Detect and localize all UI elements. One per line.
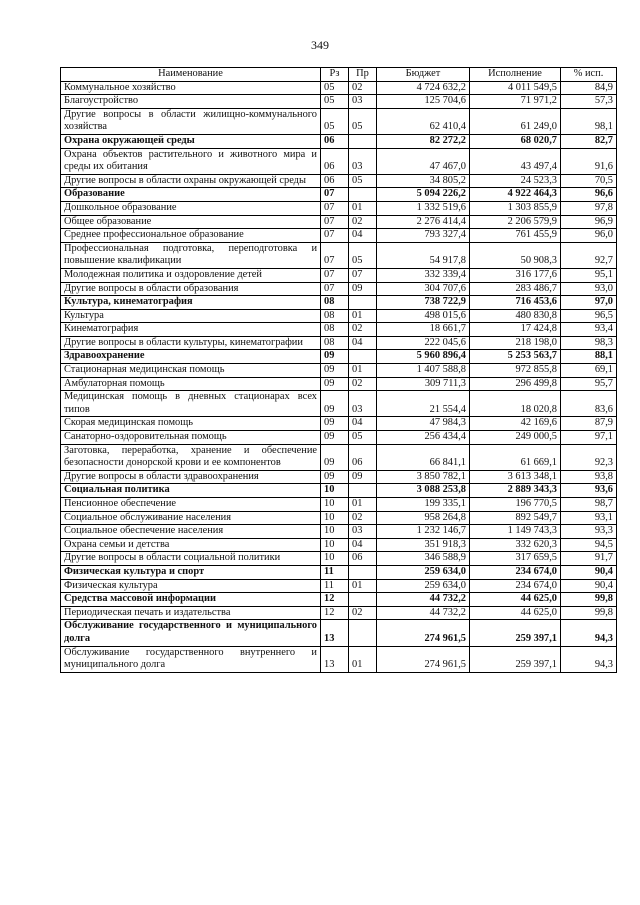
header-name: Наименование — [61, 68, 321, 82]
row-pr: 02 — [349, 511, 377, 525]
row-pct: 70,5 — [561, 174, 617, 188]
row-budget: 332 339,4 — [377, 268, 470, 282]
table-row — [61, 174, 617, 188]
table-row — [61, 323, 617, 337]
row-pr: 01 — [349, 646, 377, 672]
row-name: Кинематография — [61, 323, 321, 337]
row-rz: 08 — [321, 296, 349, 310]
table-row — [61, 511, 617, 525]
table-row-section-total — [61, 484, 617, 498]
row-pr: 01 — [349, 579, 377, 593]
row-name: Физическая культура и спорт — [61, 565, 321, 579]
row-name: Социальная политика — [61, 484, 321, 498]
row-name: Социальное обеспечение населения — [61, 525, 321, 539]
row-rz: 09 — [321, 470, 349, 484]
table-row-section-total — [61, 188, 617, 202]
row-pct: 92,7 — [561, 242, 617, 268]
row-pr: 05 — [349, 431, 377, 445]
row-name: Другие вопросы в области образования — [61, 282, 321, 296]
row-rz: 13 — [321, 646, 349, 672]
table-row — [61, 417, 617, 431]
row-pct: 98,1 — [561, 108, 617, 134]
row-execution: 5 253 563,7 — [470, 350, 561, 364]
row-pr: 02 — [349, 215, 377, 229]
table-row — [61, 215, 617, 229]
row-pr: 02 — [349, 81, 377, 95]
row-name: Медицинская помощь в дневных стационарах всех типов — [61, 391, 321, 417]
row-budget: 66 841,1 — [377, 444, 470, 470]
row-rz: 10 — [321, 498, 349, 512]
row-execution: 316 177,6 — [470, 268, 561, 282]
row-pct: 93,8 — [561, 470, 617, 484]
row-name: Культура, кинематография — [61, 296, 321, 310]
table-row — [61, 242, 617, 268]
row-execution: 259 397,1 — [470, 646, 561, 672]
row-budget: 256 434,4 — [377, 431, 470, 445]
row-budget: 498 015,6 — [377, 309, 470, 323]
table-row — [61, 81, 617, 95]
row-pct: 94,3 — [561, 646, 617, 672]
row-budget: 82 272,2 — [377, 134, 470, 148]
row-budget: 62 410,4 — [377, 108, 470, 134]
row-budget: 1 332 519,6 — [377, 201, 470, 215]
row-rz: 10 — [321, 511, 349, 525]
row-rz: 06 — [321, 134, 349, 148]
table-row — [61, 470, 617, 484]
row-execution: 61 249,0 — [470, 108, 561, 134]
row-pr — [349, 593, 377, 607]
row-budget: 18 661,7 — [377, 323, 470, 337]
row-pr: 04 — [349, 417, 377, 431]
table-row — [61, 309, 617, 323]
row-pr: 04 — [349, 229, 377, 243]
row-name: Социальное обслуживание населения — [61, 511, 321, 525]
row-name: Образование — [61, 188, 321, 202]
row-execution: 296 499,8 — [470, 377, 561, 391]
table-row — [61, 377, 617, 391]
row-pct: 94,3 — [561, 620, 617, 646]
row-rz: 08 — [321, 323, 349, 337]
table-body — [61, 81, 617, 672]
table-row-section-total — [61, 134, 617, 148]
row-budget: 309 711,3 — [377, 377, 470, 391]
row-budget: 259 634,0 — [377, 565, 470, 579]
row-pr: 01 — [349, 498, 377, 512]
table-row — [61, 552, 617, 566]
row-pr: 09 — [349, 282, 377, 296]
row-rz: 11 — [321, 565, 349, 579]
row-name: Обслуживание государственного внутреннего и муниципального долга — [61, 646, 321, 672]
row-pr: 09 — [349, 470, 377, 484]
row-rz: 05 — [321, 95, 349, 109]
row-pr: 07 — [349, 268, 377, 282]
row-name: Охрана объектов растительного и животного мира и среды их обитания — [61, 148, 321, 174]
row-execution: 716 453,6 — [470, 296, 561, 310]
row-name: Заготовка, переработка, хранение и обеспечение безопасности донорской крови и ее компонентов — [61, 444, 321, 470]
row-pr: 01 — [349, 309, 377, 323]
table-row — [61, 391, 617, 417]
row-name: Другие вопросы в области социальной политики — [61, 552, 321, 566]
row-pr: 04 — [349, 336, 377, 350]
row-execution: 332 620,3 — [470, 538, 561, 552]
row-name: Стационарная медицинская помощь — [61, 364, 321, 378]
row-execution: 480 830,8 — [470, 309, 561, 323]
row-execution: 3 613 348,1 — [470, 470, 561, 484]
row-name: Амбулаторная помощь — [61, 377, 321, 391]
row-budget: 44 732,2 — [377, 593, 470, 607]
row-pr: 02 — [349, 606, 377, 620]
row-pr — [349, 484, 377, 498]
row-pct: 99,8 — [561, 593, 617, 607]
row-name: Средства массовой информации — [61, 593, 321, 607]
row-execution: 218 198,0 — [470, 336, 561, 350]
table-row — [61, 498, 617, 512]
row-name: Благоустройство — [61, 95, 321, 109]
row-execution: 44 625,0 — [470, 593, 561, 607]
row-pct: 95,1 — [561, 268, 617, 282]
row-pct: 95,7 — [561, 377, 617, 391]
row-pr: 02 — [349, 323, 377, 337]
row-rz: 07 — [321, 268, 349, 282]
row-budget: 274 961,5 — [377, 620, 470, 646]
row-pr — [349, 296, 377, 310]
row-rz: 10 — [321, 484, 349, 498]
row-rz: 12 — [321, 593, 349, 607]
row-pct: 97,0 — [561, 296, 617, 310]
row-budget: 54 917,8 — [377, 242, 470, 268]
row-name: Культура — [61, 309, 321, 323]
table-row — [61, 201, 617, 215]
row-rz: 05 — [321, 81, 349, 95]
row-pct: 96,6 — [561, 188, 617, 202]
row-pr — [349, 565, 377, 579]
row-rz: 09 — [321, 350, 349, 364]
row-name: Охрана окружающей среды — [61, 134, 321, 148]
table-row — [61, 538, 617, 552]
row-execution: 42 169,6 — [470, 417, 561, 431]
row-pct: 98,3 — [561, 336, 617, 350]
row-pr — [349, 620, 377, 646]
row-rz: 07 — [321, 242, 349, 268]
table-row-section-total — [61, 350, 617, 364]
row-budget: 3 088 253,8 — [377, 484, 470, 498]
row-execution: 259 397,1 — [470, 620, 561, 646]
row-execution: 249 000,5 — [470, 431, 561, 445]
row-budget: 222 045,6 — [377, 336, 470, 350]
row-name: Среднее профессиональное образование — [61, 229, 321, 243]
row-pct: 93,6 — [561, 484, 617, 498]
table-row — [61, 525, 617, 539]
row-name: Другие вопросы в области культуры, кинематографии — [61, 336, 321, 350]
row-budget: 5 960 896,4 — [377, 350, 470, 364]
row-pct: 97,1 — [561, 431, 617, 445]
row-execution: 17 424,8 — [470, 323, 561, 337]
row-pct: 96,5 — [561, 309, 617, 323]
table-row — [61, 148, 617, 174]
row-rz: 05 — [321, 108, 349, 134]
row-pct: 82,7 — [561, 134, 617, 148]
row-execution: 234 674,0 — [470, 579, 561, 593]
row-rz: 06 — [321, 148, 349, 174]
row-budget: 304 707,6 — [377, 282, 470, 296]
budget-execution-table — [60, 67, 617, 673]
row-budget: 44 732,2 — [377, 606, 470, 620]
row-budget: 1 232 146,7 — [377, 525, 470, 539]
row-name: Охрана семьи и детства — [61, 538, 321, 552]
row-budget: 125 704,6 — [377, 95, 470, 109]
row-name: Пенсионное обеспечение — [61, 498, 321, 512]
row-rz: 07 — [321, 215, 349, 229]
row-budget: 351 918,3 — [377, 538, 470, 552]
row-rz: 06 — [321, 174, 349, 188]
row-name: Здравоохранение — [61, 350, 321, 364]
row-pct: 84,9 — [561, 81, 617, 95]
row-execution: 761 455,9 — [470, 229, 561, 243]
row-rz: 10 — [321, 538, 349, 552]
row-budget: 47 984,3 — [377, 417, 470, 431]
row-rz: 07 — [321, 229, 349, 243]
row-execution: 2 206 579,9 — [470, 215, 561, 229]
row-rz: 09 — [321, 431, 349, 445]
row-execution: 43 497,4 — [470, 148, 561, 174]
row-pct: 93,4 — [561, 323, 617, 337]
row-pct: 90,4 — [561, 579, 617, 593]
row-pct: 99,8 — [561, 606, 617, 620]
row-execution: 1 149 743,3 — [470, 525, 561, 539]
row-execution: 196 770,5 — [470, 498, 561, 512]
row-budget: 34 805,2 — [377, 174, 470, 188]
table-row — [61, 336, 617, 350]
table-row — [61, 229, 617, 243]
row-name: Другие вопросы в области здравоохранения — [61, 470, 321, 484]
row-name: Санаторно-оздоровительная помощь — [61, 431, 321, 445]
row-pr — [349, 188, 377, 202]
row-pct: 97,8 — [561, 201, 617, 215]
row-pr: 05 — [349, 242, 377, 268]
row-name: Обслуживание государственного и муниципального долга — [61, 620, 321, 646]
table-row — [61, 606, 617, 620]
header-rz: Рз — [321, 68, 349, 82]
table-row-section-total — [61, 296, 617, 310]
row-pr: 01 — [349, 201, 377, 215]
row-execution: 44 625,0 — [470, 606, 561, 620]
row-budget: 3 850 782,1 — [377, 470, 470, 484]
table-row-section-total — [61, 593, 617, 607]
row-pr: 01 — [349, 364, 377, 378]
table-row — [61, 95, 617, 109]
row-pct: 57,3 — [561, 95, 617, 109]
row-budget: 5 094 226,2 — [377, 188, 470, 202]
row-pr: 04 — [349, 538, 377, 552]
row-budget: 1 407 588,8 — [377, 364, 470, 378]
row-execution: 2 889 343,3 — [470, 484, 561, 498]
row-execution: 71 971,2 — [470, 95, 561, 109]
header-execution: Исполнение — [470, 68, 561, 82]
row-execution: 972 855,8 — [470, 364, 561, 378]
row-rz: 10 — [321, 525, 349, 539]
row-name: Коммунальное хозяйство — [61, 81, 321, 95]
header-budget: Бюджет — [377, 68, 470, 82]
row-budget: 259 634,0 — [377, 579, 470, 593]
row-pct: 92,3 — [561, 444, 617, 470]
row-rz: 07 — [321, 188, 349, 202]
row-pr: 03 — [349, 391, 377, 417]
row-pct: 88,1 — [561, 350, 617, 364]
row-name: Молодежная политика и оздоровление детей — [61, 268, 321, 282]
row-budget: 346 588,9 — [377, 552, 470, 566]
row-budget: 21 554,4 — [377, 391, 470, 417]
header-pct: % исп. — [561, 68, 617, 82]
row-name: Дошкольное образование — [61, 201, 321, 215]
table-row-section-total — [61, 620, 617, 646]
table-row — [61, 108, 617, 134]
row-execution: 68 020,7 — [470, 134, 561, 148]
row-pct: 91,7 — [561, 552, 617, 566]
row-budget: 738 722,9 — [377, 296, 470, 310]
row-pr: 02 — [349, 377, 377, 391]
row-pr: 03 — [349, 148, 377, 174]
row-execution: 283 486,7 — [470, 282, 561, 296]
row-budget: 199 335,1 — [377, 498, 470, 512]
row-budget: 2 276 414,4 — [377, 215, 470, 229]
row-budget: 274 961,5 — [377, 646, 470, 672]
table-row — [61, 444, 617, 470]
row-budget: 4 724 632,2 — [377, 81, 470, 95]
row-budget: 793 327,4 — [377, 229, 470, 243]
row-execution: 892 549,7 — [470, 511, 561, 525]
row-rz: 07 — [321, 201, 349, 215]
table-header-row — [61, 68, 617, 82]
table-row — [61, 364, 617, 378]
row-pct: 83,6 — [561, 391, 617, 417]
row-execution: 234 674,0 — [470, 565, 561, 579]
row-name: Общее образование — [61, 215, 321, 229]
row-rz: 11 — [321, 579, 349, 593]
header-pr: Пр — [349, 68, 377, 82]
row-pr: 03 — [349, 95, 377, 109]
row-pct: 93,3 — [561, 525, 617, 539]
row-rz: 12 — [321, 606, 349, 620]
row-rz: 08 — [321, 309, 349, 323]
row-pct: 93,1 — [561, 511, 617, 525]
row-rz: 09 — [321, 391, 349, 417]
table-row — [61, 282, 617, 296]
row-rz: 08 — [321, 336, 349, 350]
row-name: Скорая медицинская помощь — [61, 417, 321, 431]
row-pct: 96,9 — [561, 215, 617, 229]
row-pct: 91,6 — [561, 148, 617, 174]
row-budget: 958 264,8 — [377, 511, 470, 525]
row-name: Периодическая печать и издательства — [61, 606, 321, 620]
row-pct: 94,5 — [561, 538, 617, 552]
row-pct: 98,7 — [561, 498, 617, 512]
row-execution: 61 669,1 — [470, 444, 561, 470]
row-pct: 93,0 — [561, 282, 617, 296]
row-rz: 09 — [321, 417, 349, 431]
row-pct: 90,4 — [561, 565, 617, 579]
row-pr: 06 — [349, 552, 377, 566]
table-row-section-total — [61, 565, 617, 579]
table-row — [61, 268, 617, 282]
row-budget: 47 467,0 — [377, 148, 470, 174]
row-rz: 13 — [321, 620, 349, 646]
row-name: Физическая культура — [61, 579, 321, 593]
row-execution: 4 011 549,5 — [470, 81, 561, 95]
page-number: 349 — [311, 38, 329, 52]
row-rz: 10 — [321, 552, 349, 566]
row-execution: 24 523,3 — [470, 174, 561, 188]
row-execution: 1 303 855,9 — [470, 201, 561, 215]
row-pct: 96,0 — [561, 229, 617, 243]
table-row — [61, 579, 617, 593]
row-name: Профессиональная подготовка, переподготовка и повышение квалификации — [61, 242, 321, 268]
row-pr: 05 — [349, 108, 377, 134]
row-name: Другие вопросы в области охраны окружающей среды — [61, 174, 321, 188]
row-rz: 09 — [321, 364, 349, 378]
table-row — [61, 431, 617, 445]
row-pr: 06 — [349, 444, 377, 470]
row-rz: 09 — [321, 377, 349, 391]
row-pr — [349, 134, 377, 148]
table-row — [61, 646, 617, 672]
row-execution: 4 922 464,3 — [470, 188, 561, 202]
row-name: Другие вопросы в области жилищно-коммунального хозяйства — [61, 108, 321, 134]
row-pct: 69,1 — [561, 364, 617, 378]
row-execution: 50 908,3 — [470, 242, 561, 268]
row-rz: 07 — [321, 282, 349, 296]
row-pr: 03 — [349, 525, 377, 539]
row-execution: 18 020,8 — [470, 391, 561, 417]
row-pct: 87,9 — [561, 417, 617, 431]
row-execution: 317 659,5 — [470, 552, 561, 566]
row-pr: 05 — [349, 174, 377, 188]
row-pr — [349, 350, 377, 364]
row-rz: 09 — [321, 444, 349, 470]
